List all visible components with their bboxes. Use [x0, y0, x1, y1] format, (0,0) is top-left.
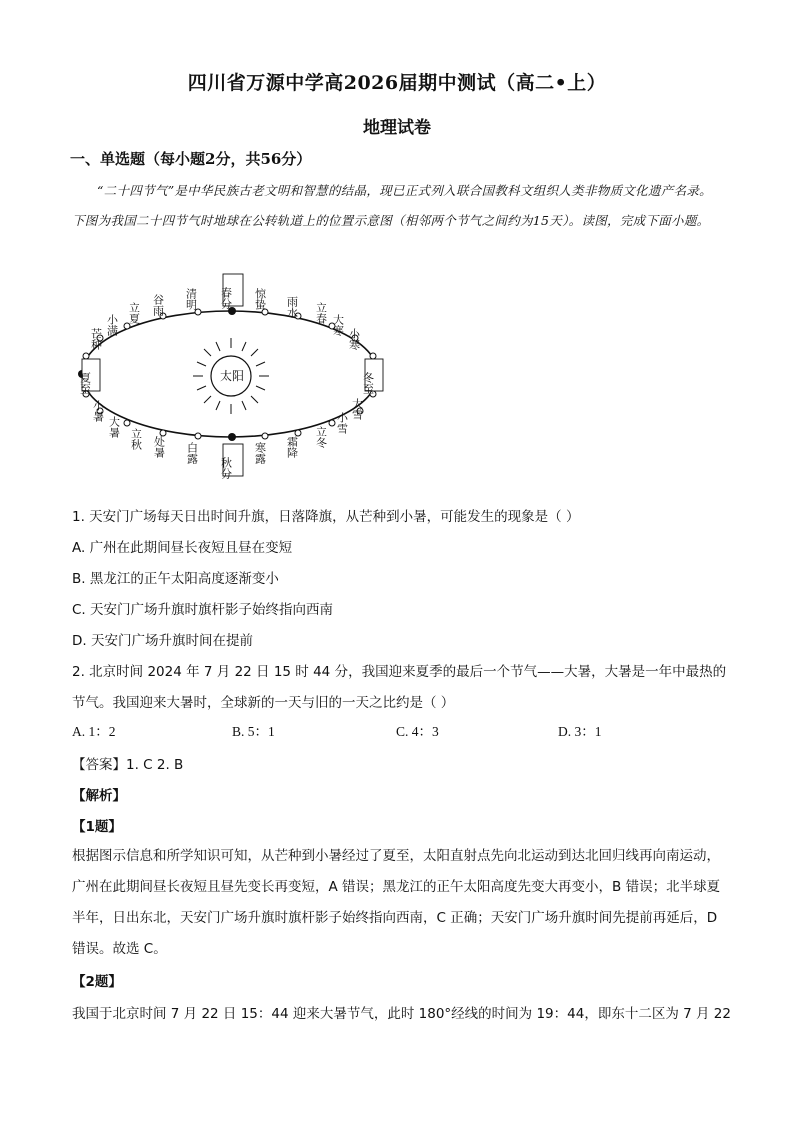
sun-label: 太阳 [220, 369, 245, 383]
term-dashu: 大暑 [107, 416, 121, 438]
term-qingming: 清明 [184, 288, 198, 310]
term-jingzhe: 惊蛰 [253, 288, 267, 310]
page-title: 四川省万源中学高2026届期中测试（高二•上） [187, 72, 607, 94]
term-shuangjiang: 霜降 [285, 436, 299, 458]
section-heading: 一、单选题（每小题2分，共56分） [70, 150, 312, 168]
q2-option-a: A. 1：2 [72, 724, 116, 739]
winter-solstice-label: 冬至 [361, 372, 375, 394]
sub1-explanation: 根据图示信息和所学知识可知，从芒种到小暑经过了夏至，太阳直射点先向北运动到达北回归线再向南运动，广州在此期间昼长夜短且昼先变长再变短，A 错误；黑龙江的正午太阳高度先变大再变小，B 错误；北半球夏半年，日出东北，天安门广场升旗时旗杆影子始终指向西南，C 正确；天安门广场升旗时间先提前再延后，D 错误。故选 C。 [72, 848, 721, 957]
summer-solstice-label: 夏至 [78, 372, 92, 394]
term-hanlu: 寒露 [253, 442, 267, 464]
q2-option-d: D. 3：1 [558, 724, 602, 739]
term-xiaoxue: 小雪 [335, 412, 349, 434]
term-chushu: 处暑 [152, 436, 166, 458]
term-yushui: 雨水 [285, 296, 299, 318]
term-daxue: 大雪 [350, 398, 364, 420]
solar-terms-orbit-diagram [70, 266, 390, 482]
term-bailu: 白露 [185, 442, 199, 464]
sub1-label: 【1题】 [72, 819, 122, 835]
term-xiaohan: 小寒 [347, 328, 361, 350]
q2-stem-line2: 节气。我国迎来大暑时，全球新的一天与旧的一天之比约是（ ） [72, 695, 455, 711]
q1-stem: 1. 天安门广场每天日出时间升旗，日落降旗，从芒种到小暑，可能发生的现象是（ ） [72, 509, 580, 525]
term-lidong: 立冬 [314, 426, 328, 448]
term-xiaoshu: 小暑 [91, 400, 105, 422]
q1-option-c: C. 天安门广场升旗时旗杆影子始终指向西南 [72, 602, 334, 618]
term-mangzhong: 芒种 [89, 328, 103, 350]
q2-option-b: B. 5：1 [232, 724, 275, 739]
term-guyu: 谷雨 [151, 294, 165, 316]
term-lixia: 立夏 [127, 302, 141, 324]
term-liqiu: 立秋 [129, 428, 143, 450]
autumn-equinox-label: 秋分 [219, 457, 233, 479]
page-subtitle: 地理试卷 [363, 118, 431, 138]
q2-option-c: C. 4：3 [396, 724, 439, 739]
term-dahan: 大寒 [331, 314, 345, 336]
sub2-label: 【2题】 [72, 974, 122, 990]
intro-paragraph: “二十四节气”是中华民族古老文明和智慧的结晶，现已正式列入联合国教科文组织人类非物质文化遗产名录。下图为我国二十四节气时地球在公转轨道上的位置示意图（相邻两个节气之间约为15天）。读图，完成下面小题。 [72, 183, 712, 228]
term-lichun: 立春 [314, 302, 328, 324]
spring-equinox-label: 春分 [219, 287, 233, 309]
q1-option-a: A. 广州在此期间昼长夜短且昼在变短 [72, 540, 293, 556]
q2-stem-line1: 2. 北京时间 2024 年 7 月 22 日 15 时 44 分，我国迎来夏季的最后一个节气——大暑，大暑是一年中最热的 [72, 664, 727, 680]
q1-option-b: B. 黑龙江的正午太阳高度逐渐变小 [72, 571, 279, 587]
answer-line: 【答案】1. C 2. B [72, 757, 184, 773]
q1-option-d: D. 天安门广场升旗时间在提前 [72, 633, 253, 649]
analysis-label: 【解析】 [72, 788, 126, 804]
sub2-explanation: 我国于北京时间 7 月 22 日 15：44 迎来大暑节气，此时 180°经线的时间为 19：44，即东十二区为 7 月 22 [72, 1006, 731, 1022]
term-xiaoman: 小满 [105, 314, 119, 336]
